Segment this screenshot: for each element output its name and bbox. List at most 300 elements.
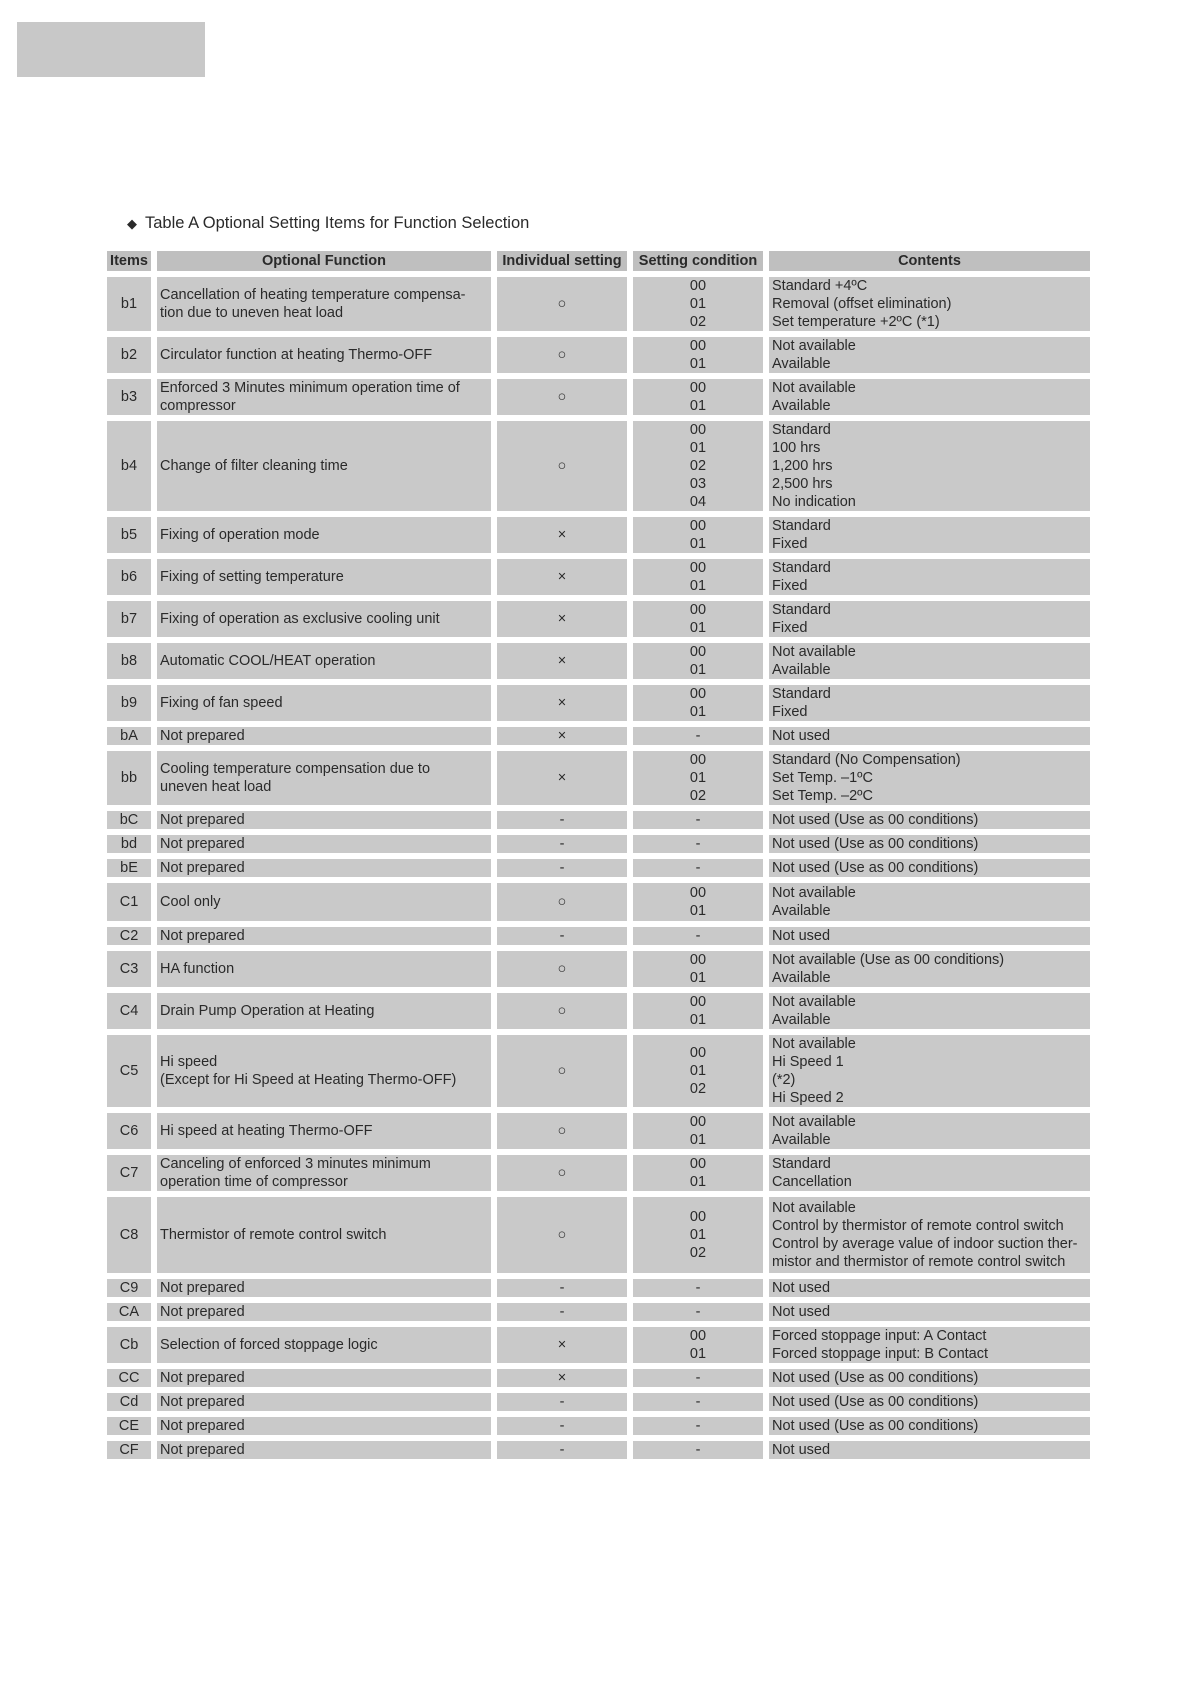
table-row xyxy=(107,1279,1090,1297)
header-setting-condition: Setting condition xyxy=(633,251,763,271)
function-text-line: Not prepared xyxy=(160,812,245,828)
function-text-line: Fixing of setting temperature xyxy=(160,569,344,585)
table-row xyxy=(107,421,1090,511)
optional-function-cell xyxy=(157,421,491,511)
condition-value: - xyxy=(695,1442,701,1458)
setting-condition-cell xyxy=(633,379,763,415)
condition-value: 01 xyxy=(689,440,707,456)
setting-condition-cell xyxy=(633,751,763,805)
optional-function-cell xyxy=(157,1035,491,1107)
individual-setting-cell: × xyxy=(497,601,627,637)
condition-value: 01 xyxy=(689,1174,707,1190)
optional-function-cell xyxy=(157,379,491,415)
condition-value: 01 xyxy=(689,398,707,414)
item-code-cell: CA xyxy=(107,1303,151,1321)
setting-condition-cell xyxy=(633,883,763,921)
condition-value: 00 xyxy=(689,644,707,660)
function-text-line: operation time of compressor xyxy=(160,1174,348,1190)
setting-condition-cell xyxy=(633,337,763,373)
individual-setting-cell: - xyxy=(497,835,627,853)
individual-setting-cell: - xyxy=(497,1303,627,1321)
function-text-line: Canceling of enforced 3 minutes minimum xyxy=(160,1156,431,1172)
optional-function-cell xyxy=(157,1441,491,1459)
setting-condition-cell xyxy=(633,685,763,721)
condition-value: 03 xyxy=(689,476,707,492)
contents-text-line: Standard +4ºC xyxy=(772,278,868,294)
contents-text-line: Fixed xyxy=(772,704,808,720)
item-code-cell: C7 xyxy=(107,1155,151,1191)
item-code-cell: bC xyxy=(107,811,151,829)
table-row xyxy=(107,1417,1090,1435)
contents-text-line: Not used xyxy=(772,728,831,744)
individual-setting-cell: - xyxy=(497,927,627,945)
contents-text-line: Not available xyxy=(772,1036,856,1052)
contents-text-line: Standard xyxy=(772,518,831,534)
contents-text-line: Not available xyxy=(772,644,856,660)
setting-condition-cell xyxy=(633,1417,763,1435)
item-code-cell: C3 xyxy=(107,951,151,987)
function-text-line: Not prepared xyxy=(160,1394,245,1410)
condition-value: 01 xyxy=(689,1063,707,1079)
header-items: Items xyxy=(107,251,151,271)
contents-cell xyxy=(769,421,1090,511)
setting-condition-cell xyxy=(633,1441,763,1459)
individual-setting-cell: - xyxy=(497,811,627,829)
function-text-line: compressor xyxy=(160,398,236,414)
contents-cell xyxy=(769,859,1090,877)
table-row xyxy=(107,1155,1090,1191)
condition-value: 00 xyxy=(689,952,707,968)
table-row xyxy=(107,1197,1090,1273)
table-row xyxy=(107,1369,1090,1387)
individual-setting-cell: - xyxy=(497,1393,627,1411)
condition-value: 02 xyxy=(689,458,707,474)
contents-text-line: Cancellation xyxy=(772,1174,852,1190)
condition-value: 00 xyxy=(689,1156,707,1172)
contents-text-line: Standard xyxy=(772,560,831,576)
condition-value: 00 xyxy=(689,686,707,702)
individual-setting-cell: × xyxy=(497,643,627,679)
condition-value: 00 xyxy=(689,885,707,901)
condition-value: 01 xyxy=(689,770,707,786)
condition-value: - xyxy=(695,728,701,744)
setting-condition-cell xyxy=(633,559,763,595)
contents-text-line: Set temperature +2ºC (*1) xyxy=(772,314,940,330)
table-row xyxy=(107,685,1090,721)
function-text-line: Not prepared xyxy=(160,1418,245,1434)
condition-value: 01 xyxy=(689,1346,707,1362)
optional-function-cell xyxy=(157,1113,491,1149)
optional-function-cell xyxy=(157,517,491,553)
contents-text-line: Not available xyxy=(772,994,856,1010)
optional-function-cell xyxy=(157,1197,491,1273)
individual-setting-cell: ○ xyxy=(497,1155,627,1191)
contents-text-line: Fixed xyxy=(772,536,808,552)
condition-value: - xyxy=(695,1280,701,1296)
table-row xyxy=(107,811,1090,829)
contents-cell xyxy=(769,379,1090,415)
condition-value: 01 xyxy=(689,1012,707,1028)
item-code-cell: b9 xyxy=(107,685,151,721)
function-text-line: Not prepared xyxy=(160,1442,245,1458)
setting-condition-cell xyxy=(633,727,763,745)
optional-function-cell xyxy=(157,835,491,853)
contents-text-line: Not used xyxy=(772,1280,831,1296)
condition-value: 01 xyxy=(689,1132,707,1148)
individual-setting-cell: × xyxy=(497,727,627,745)
setting-condition-cell xyxy=(633,835,763,853)
optional-function-cell xyxy=(157,811,491,829)
optional-function-cell xyxy=(157,1393,491,1411)
item-code-cell: b8 xyxy=(107,643,151,679)
condition-value: 00 xyxy=(689,380,707,396)
condition-value: - xyxy=(695,1418,701,1434)
table-row xyxy=(107,379,1090,415)
optional-function-cell xyxy=(157,1369,491,1387)
condition-value: 01 xyxy=(689,704,707,720)
table-row xyxy=(107,601,1090,637)
condition-value: 01 xyxy=(689,356,707,372)
contents-text-line: Not available xyxy=(772,1114,856,1130)
individual-setting-cell: ○ xyxy=(497,993,627,1029)
condition-value: 01 xyxy=(689,903,707,919)
setting-condition-cell xyxy=(633,517,763,553)
function-text-line: Fixing of operation mode xyxy=(160,527,320,543)
individual-setting-cell: × xyxy=(497,1327,627,1363)
contents-cell xyxy=(769,1327,1090,1363)
setting-condition-cell xyxy=(633,951,763,987)
table-row xyxy=(107,517,1090,553)
contents-text-line: Not available xyxy=(772,380,856,396)
contents-text-line: Available xyxy=(772,1012,831,1028)
condition-value: 01 xyxy=(689,536,707,552)
setting-condition-cell xyxy=(633,421,763,511)
individual-setting-cell: × xyxy=(497,685,627,721)
optional-function-cell xyxy=(157,927,491,945)
condition-value: 00 xyxy=(689,1114,707,1130)
contents-cell xyxy=(769,601,1090,637)
contents-text-line: Not used (Use as 00 conditions) xyxy=(772,860,979,876)
contents-cell xyxy=(769,1441,1090,1459)
diamond-bullet-icon: ◆ xyxy=(127,216,137,231)
function-text-line: Enforced 3 Minutes minimum operation time of xyxy=(160,380,460,396)
individual-setting-cell: ○ xyxy=(497,1113,627,1149)
condition-value: - xyxy=(695,836,701,852)
function-text-line: Thermistor of remote control switch xyxy=(160,1227,387,1243)
table-row xyxy=(107,951,1090,987)
function-text-line: Cancellation of heating temperature compensa- xyxy=(160,287,466,303)
condition-value: 02 xyxy=(689,1245,707,1261)
setting-condition-cell xyxy=(633,993,763,1029)
individual-setting-cell: × xyxy=(497,517,627,553)
item-code-cell: C6 xyxy=(107,1113,151,1149)
contents-cell xyxy=(769,883,1090,921)
table-row xyxy=(107,1393,1090,1411)
contents-cell xyxy=(769,559,1090,595)
header-optional-function: Optional Function xyxy=(157,251,491,271)
individual-setting-cell: ○ xyxy=(497,337,627,373)
function-text-line: Hi speed xyxy=(160,1054,218,1070)
contents-cell xyxy=(769,1417,1090,1435)
condition-value: 01 xyxy=(689,578,707,594)
optional-function-cell xyxy=(157,1303,491,1321)
contents-text-line: Available xyxy=(772,970,831,986)
condition-value: 01 xyxy=(689,620,707,636)
setting-condition-cell xyxy=(633,277,763,331)
condition-value: - xyxy=(695,1370,701,1386)
item-code-cell: Cb xyxy=(107,1327,151,1363)
contents-cell xyxy=(769,1393,1090,1411)
contents-cell xyxy=(769,1113,1090,1149)
contents-text-line: 100 hrs xyxy=(772,440,821,456)
function-text-line: Selection of forced stoppage logic xyxy=(160,1337,378,1353)
item-code-cell: C8 xyxy=(107,1197,151,1273)
contents-text-line: Available xyxy=(772,903,831,919)
item-code-cell: CF xyxy=(107,1441,151,1459)
condition-value: 00 xyxy=(689,602,707,618)
setting-condition-cell xyxy=(633,1155,763,1191)
condition-value: 00 xyxy=(689,278,707,294)
individual-setting-cell: - xyxy=(497,1441,627,1459)
setting-condition-cell xyxy=(633,1393,763,1411)
table-row xyxy=(107,927,1090,945)
contents-cell xyxy=(769,685,1090,721)
setting-condition-cell xyxy=(633,643,763,679)
function-text-line: Fixing of operation as exclusive cooling unit xyxy=(160,611,440,627)
contents-text-line: Standard (No Compensation) xyxy=(772,752,961,768)
optional-function-cell xyxy=(157,751,491,805)
table-row xyxy=(107,277,1090,331)
contents-text-line: Control by average value of indoor suction ther- xyxy=(772,1236,1078,1252)
contents-cell xyxy=(769,1279,1090,1297)
function-text-line: Not prepared xyxy=(160,1304,245,1320)
individual-setting-cell: × xyxy=(497,559,627,595)
condition-value: 04 xyxy=(689,494,707,510)
contents-text-line: Not used xyxy=(772,1304,831,1320)
contents-text-line: mistor and thermistor of remote control switch xyxy=(772,1254,1066,1270)
individual-setting-cell: ○ xyxy=(497,951,627,987)
function-text-line: Fixing of fan speed xyxy=(160,695,283,711)
contents-cell xyxy=(769,1369,1090,1387)
item-code-cell: b1 xyxy=(107,277,151,331)
setting-condition-cell xyxy=(633,1327,763,1363)
setting-condition-cell xyxy=(633,1113,763,1149)
contents-text-line: Standard xyxy=(772,1156,831,1172)
table-row xyxy=(107,559,1090,595)
condition-value: 00 xyxy=(689,422,707,438)
function-text-line: Cool only xyxy=(160,894,221,910)
item-code-cell: b2 xyxy=(107,337,151,373)
table-header-row xyxy=(107,251,1090,271)
contents-text-line: Available xyxy=(772,356,831,372)
table-row xyxy=(107,1441,1090,1459)
contents-text-line: Forced stoppage input: B Contact xyxy=(772,1346,989,1362)
individual-setting-cell: × xyxy=(497,751,627,805)
individual-setting-cell: × xyxy=(497,1369,627,1387)
item-code-cell: b6 xyxy=(107,559,151,595)
item-code-cell: bd xyxy=(107,835,151,853)
setting-condition-cell xyxy=(633,1035,763,1107)
item-code-cell: b4 xyxy=(107,421,151,511)
optional-function-cell xyxy=(157,951,491,987)
contents-text-line: Not available xyxy=(772,1200,856,1216)
optional-function-cell xyxy=(157,277,491,331)
table-row xyxy=(107,1327,1090,1363)
contents-text-line: Not available (Use as 00 conditions) xyxy=(772,952,1005,968)
table-row xyxy=(107,643,1090,679)
condition-value: 00 xyxy=(689,1328,707,1344)
condition-value: - xyxy=(695,1394,701,1410)
setting-condition-cell xyxy=(633,811,763,829)
setting-condition-cell xyxy=(633,1197,763,1273)
condition-value: 00 xyxy=(689,338,707,354)
contents-cell xyxy=(769,927,1090,945)
item-code-cell: C4 xyxy=(107,993,151,1029)
condition-value: 00 xyxy=(689,1209,707,1225)
contents-cell xyxy=(769,1155,1090,1191)
contents-text-line: Removal (offset elimination) xyxy=(772,296,952,312)
function-text-line: Not prepared xyxy=(160,860,245,876)
item-code-cell: C9 xyxy=(107,1279,151,1297)
condition-value: 01 xyxy=(689,1227,707,1243)
individual-setting-cell: ○ xyxy=(497,421,627,511)
contents-text-line: Not used (Use as 00 conditions) xyxy=(772,836,979,852)
function-text-line: tion due to uneven heat load xyxy=(160,305,344,321)
optional-function-cell xyxy=(157,883,491,921)
optional-function-cell xyxy=(157,859,491,877)
table-row xyxy=(107,727,1090,745)
individual-setting-cell: ○ xyxy=(497,883,627,921)
contents-cell xyxy=(769,811,1090,829)
contents-text-line: Forced stoppage input: A Contact xyxy=(772,1328,987,1344)
contents-cell xyxy=(769,1303,1090,1321)
table-row xyxy=(107,883,1090,921)
contents-text-line: 1,200 hrs xyxy=(772,458,833,474)
table-body xyxy=(107,277,1090,1459)
item-code-cell: bE xyxy=(107,859,151,877)
function-text-line: Hi speed at heating Thermo-OFF xyxy=(160,1123,373,1139)
contents-text-line: Available xyxy=(772,662,831,678)
contents-text-line: Not used xyxy=(772,1442,831,1458)
condition-value: - xyxy=(695,1304,701,1320)
condition-value: 01 xyxy=(689,662,707,678)
condition-value: 00 xyxy=(689,1045,707,1061)
function-text-line: uneven heat load xyxy=(160,779,272,795)
item-code-cell: CC xyxy=(107,1369,151,1387)
function-text-line: (Except for Hi Speed at Heating Thermo-OFF) xyxy=(160,1072,457,1088)
setting-condition-cell xyxy=(633,1369,763,1387)
contents-text-line: Fixed xyxy=(772,620,808,636)
optional-function-cell xyxy=(157,601,491,637)
function-text-line: Not prepared xyxy=(160,836,245,852)
function-text-line: Not prepared xyxy=(160,1280,245,1296)
contents-cell xyxy=(769,1197,1090,1273)
individual-setting-cell: ○ xyxy=(497,379,627,415)
contents-text-line: Available xyxy=(772,1132,831,1148)
contents-cell xyxy=(769,993,1090,1029)
contents-text-line: Standard xyxy=(772,422,831,438)
table-title-text: Table A Optional Setting Items for Function Selection xyxy=(145,214,530,232)
contents-text-line: No indication xyxy=(772,494,856,510)
condition-value: 00 xyxy=(689,518,707,534)
function-text-line: Not prepared xyxy=(160,1370,245,1386)
contents-cell xyxy=(769,643,1090,679)
contents-text-line: Not available xyxy=(772,338,856,354)
contents-text-line: Available xyxy=(772,398,831,414)
table-row xyxy=(107,835,1090,853)
condition-value: - xyxy=(695,860,701,876)
condition-value: 01 xyxy=(689,296,707,312)
function-text-line: Not prepared xyxy=(160,928,245,944)
optional-function-cell xyxy=(157,1417,491,1435)
contents-text-line: Not available xyxy=(772,885,856,901)
function-selection-table xyxy=(101,245,1096,1465)
optional-function-cell xyxy=(157,559,491,595)
contents-cell xyxy=(769,727,1090,745)
footnote-reference: (*2) xyxy=(772,1072,796,1088)
individual-setting-cell: - xyxy=(497,859,627,877)
contents-text-line: Not used xyxy=(772,928,831,944)
contents-text-line: Fixed xyxy=(772,578,808,594)
table-row xyxy=(107,859,1090,877)
contents-text-line: Control by thermistor of remote control switch xyxy=(772,1218,1064,1234)
individual-setting-cell: - xyxy=(497,1417,627,1435)
condition-value: 02 xyxy=(689,314,707,330)
table-row xyxy=(107,1303,1090,1321)
contents-cell xyxy=(769,835,1090,853)
function-text-line: Change of filter cleaning time xyxy=(160,458,348,474)
item-code-cell: bA xyxy=(107,727,151,745)
contents-text-line: Not used (Use as 00 conditions) xyxy=(772,1370,979,1386)
table-row xyxy=(107,337,1090,373)
header-individual-setting: Individual setting xyxy=(497,251,627,271)
contents-cell xyxy=(769,951,1090,987)
condition-value: - xyxy=(695,928,701,944)
condition-value: 01 xyxy=(689,970,707,986)
optional-function-cell xyxy=(157,1327,491,1363)
optional-function-cell xyxy=(157,1155,491,1191)
individual-setting-cell: - xyxy=(497,1279,627,1297)
contents-text: Hi Speed 1 xyxy=(772,1054,844,1070)
function-text-line: Drain Pump Operation at Heating xyxy=(160,1003,375,1019)
contents-text-line: Not used (Use as 00 conditions) xyxy=(772,1418,979,1434)
contents-cell xyxy=(769,751,1090,805)
header-placeholder-box xyxy=(17,22,205,77)
contents-cell xyxy=(769,517,1090,553)
function-text-line: Circulator function at heating Thermo-OFF xyxy=(160,347,433,363)
header-contents: Contents xyxy=(769,251,1090,271)
item-code-cell: bb xyxy=(107,751,151,805)
setting-condition-cell xyxy=(633,859,763,877)
optional-function-cell xyxy=(157,993,491,1029)
individual-setting-cell: ○ xyxy=(497,1197,627,1273)
contents-text-line: Not used (Use as 00 conditions) xyxy=(772,1394,979,1410)
item-code-cell: C2 xyxy=(107,927,151,945)
table-row xyxy=(107,1035,1090,1107)
item-code-cell: C5 xyxy=(107,1035,151,1107)
setting-condition-cell xyxy=(633,1279,763,1297)
optional-function-cell xyxy=(157,643,491,679)
item-code-cell: CE xyxy=(107,1417,151,1435)
contents-text-line: Standard xyxy=(772,686,831,702)
contents-text-line: Set Temp. –1ºC xyxy=(772,770,873,786)
item-code-cell: b7 xyxy=(107,601,151,637)
contents-cell xyxy=(769,337,1090,373)
contents-text-line xyxy=(772,1053,1087,1089)
condition-value: 00 xyxy=(689,752,707,768)
condition-value: 00 xyxy=(689,560,707,576)
item-code-cell: Cd xyxy=(107,1393,151,1411)
